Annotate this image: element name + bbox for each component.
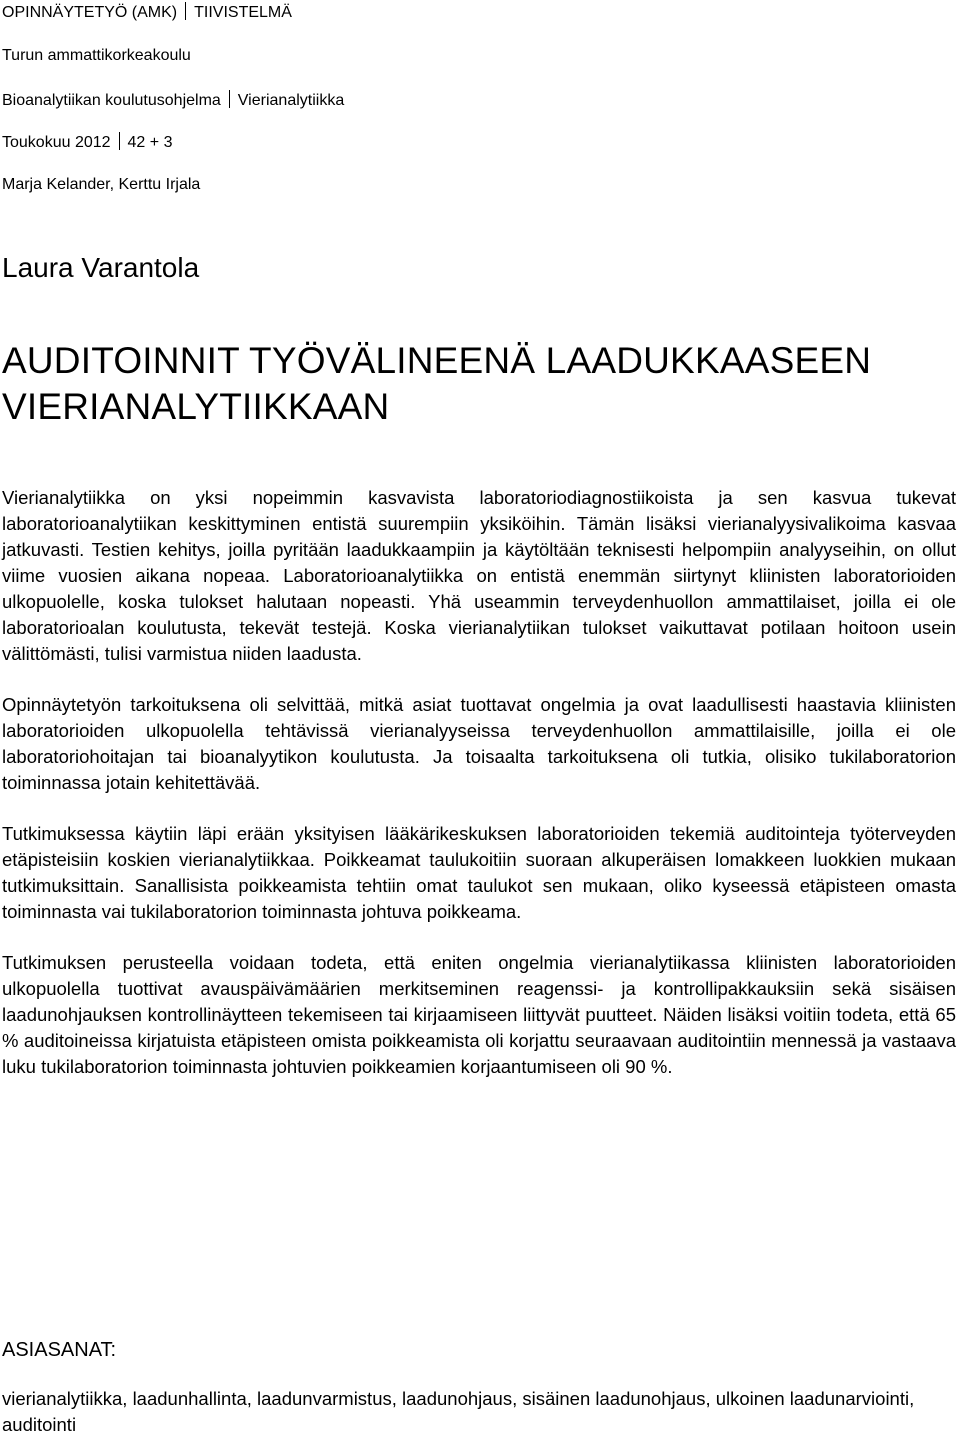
separator (119, 132, 120, 150)
abstract-paragraph: Opinnäytetyön tarkoituksena oli selvittää, mitkä asiat tuottavat ongelmia ja ovat laadullisesti haastavia kliinisten laboratorioiden ulkopuolella tehtävissä vierianalyyseissa terveydenhuollon ammattilaisille, joilla ei ole laboratoriohoitajan tai bioanalyytikon koulutusta. Ja toisaalta tarkoituksena oli tutkia, olisiko tukilaboratorion toiminnassa jotain kehitettävää. (2, 694, 956, 793)
thesis-title (2, 338, 871, 430)
abstract-paragraph: Vierianalytiikka on yksi nopeimmin kasvavista laboratoriodiagnostiikoista ja sen kasvua tukevat laboratorioanalytiikan keskittyminen entistä suurempiin yksiköihin. Tämän lisäksi vierianalyysivalikoima kasvaa jatkuvasti. Testien kehitys, joilla pyritään laadukkaampiin ja käytöltään teknisesti helpompiin analyyseihin, on ollut viime vuosien aikana nopeaa. Laboratorioanalytiikka on entistä enemmän siirtynyt kliinisten laboratorioiden ulkopuolelle, koska tulokset halutaan nopeasti. Yhä useammin terveydenhuollon ammattilaiset, joilla ei ole laboratorioalan koulutusta, tekevät testejä. Koska vierianalytiikan tulokset vaikuttavat potilaan hoitoon usein välittömästi, tulisi varmistua niiden laadusta. (2, 487, 956, 664)
title-line: VIERIANALYTIIKKAAN (2, 386, 390, 427)
keywords-heading: ASIASANAT: (2, 1339, 117, 1361)
supervisors: Marja Kelander, Kerttu Irjala (2, 176, 201, 193)
separator (229, 90, 230, 108)
doc-kind: TIIVISTELMÄ (194, 4, 292, 21)
author-name: Laura Varantola (2, 252, 200, 283)
school-name: Turun ammattikorkeakoulu (2, 47, 191, 64)
keywords-list: vierianalytiikka, laadunhallinta, laadunvarmistus, laadunohjaus, sisäinen laadunohjaus, ulkoinen laadunarviointi, auditointi (2, 1388, 915, 1435)
date: Toukokuu 2012 (2, 134, 111, 151)
abstract-paragraph: Tutkimuksen perusteella voidaan todeta, että eniten ongelmia vierianalytiikassa kliinisten laboratorioiden ulkopuolella tuottivat avauspäivämäärien merkitseminen reagenssi- ja kontrollipakkauksiin sekä sisäisen laadunohjauksen kontrollinäytteen tekemiseen tai kirjaamiseen liittyvät puutteet. Näiden lisäksi voitiin todeta, että 65 % auditoineissa kirjatuista etäpisteen omista poikkeamista oli korjattu seuraavaan auditointiin mennessä ja vastaava luku tukilaboratorion toiminnasta johtuvien poikkeamien korjaantumiseen oli 90 %. (2, 952, 956, 1077)
page-count: 42 + 3 (127, 134, 173, 151)
program-name: Bioanalytiikan koulutusohjelma (2, 92, 221, 109)
date-line (2, 132, 172, 153)
specialization-name: Vierianalytiikka (237, 92, 345, 109)
abstract-body (2, 485, 956, 1105)
doc-type-line (2, 2, 292, 23)
abstract-paragraph: Tutkimuksessa käytiin läpi erään yksityisen lääkärikeskuksen laboratorioiden tekemiä auditointeja työterveyden etäpisteisiin koskien vierianalytiikkaa. Poikkeamat taulukoitiin suoraan alkuperäisen lomakkeen luokkien mukaan tutkimuksittain. Sanallisista poikkeamista tehtiin omat taulukot sen mukaan, oliko kyseessä etäpisteen omasta toiminnasta vai tukilaboratorion toiminnasta johtuva poikkeama. (2, 823, 956, 922)
separator (185, 2, 186, 20)
doc-type: OPINNÄYTETYÖ (AMK) (2, 4, 178, 21)
title-line: AUDITOINNIT TYÖVÄLINEENÄ LAADUKKAASEEN (2, 340, 872, 381)
program-line (2, 90, 344, 111)
